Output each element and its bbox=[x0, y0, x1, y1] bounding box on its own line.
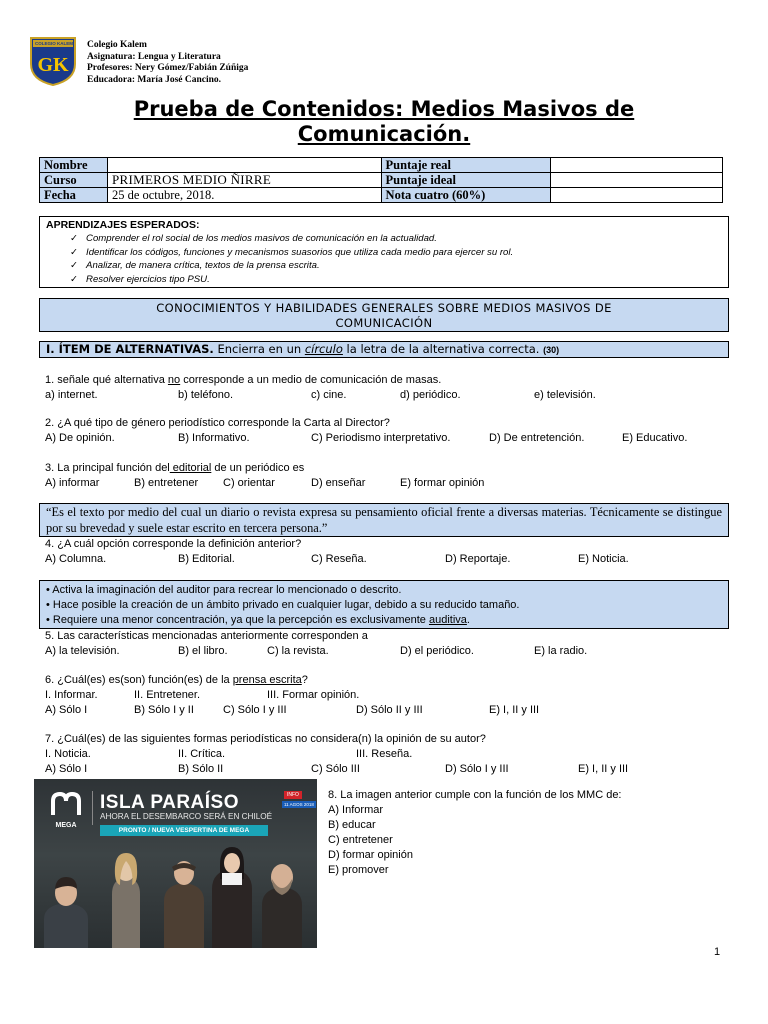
item-header: I. ÍTEM DE ALTERNATIVAS. Encierra en un círculo la letra de la alternativa correcta. (30) bbox=[39, 341, 729, 358]
teachers-line: Profesores: Nery Gómez/Fabián Zúñiga bbox=[87, 63, 249, 73]
page-number: 1 bbox=[714, 946, 721, 958]
question-2: 2. ¿A qué tipo de género periodístico corresponde la Carta al Director? bbox=[45, 417, 390, 429]
q1-option[interactable]: a) internet. bbox=[45, 389, 98, 401]
q7-option[interactable]: C) Sólo III bbox=[311, 763, 360, 775]
q1-option[interactable]: d) periódico. bbox=[400, 389, 461, 401]
q1-option[interactable]: e) televisión. bbox=[534, 389, 596, 401]
q2-option[interactable]: B) Informativo. bbox=[178, 432, 250, 444]
poster-title: ISLA PARAÍSO bbox=[100, 792, 240, 813]
q8-option[interactable]: A) Informar bbox=[328, 804, 384, 816]
question-5: 5. Las características mencionadas anteriormente corresponden a bbox=[45, 630, 368, 642]
q2-option[interactable]: A) De opinión. bbox=[45, 432, 115, 444]
characteristic-item: • Requiere una menor concentración, ya que la percepción es exclusivamente auditiva. bbox=[46, 614, 470, 626]
question-7: 7. ¿Cuál(es) de las siguientes formas periodísticas no considera(n) la opinión de su autor? bbox=[45, 733, 486, 745]
q3-option[interactable]: D) enseñar bbox=[311, 477, 366, 489]
school-name: Colegio Kalem bbox=[87, 40, 147, 50]
q4-option[interactable]: A) Columna. bbox=[45, 553, 107, 565]
q7-option[interactable]: E) I, II y III bbox=[578, 763, 629, 775]
fecha-value: 25 de octubre, 2018. bbox=[107, 188, 381, 203]
student-info-table bbox=[39, 157, 723, 203]
question-4: 4. ¿A cuál opción corresponde la definición anterior? bbox=[45, 538, 302, 550]
q6-option[interactable]: A) Sólo I bbox=[45, 704, 88, 716]
question-6: 6. ¿Cuál(es) es(son) función(es) de la prensa escrita? bbox=[45, 674, 308, 686]
q5-option[interactable]: B) el libro. bbox=[178, 645, 228, 657]
q8-option[interactable]: E) promover bbox=[328, 864, 389, 876]
puntaje-ideal-field[interactable] bbox=[551, 173, 723, 188]
section-banner-line-1: CONOCIMIENTOS Y HABILIDADES GENERALES SOBRE MEDIOS MASIVOS DE bbox=[156, 301, 612, 315]
item-points: (30) bbox=[543, 345, 560, 355]
q2-option[interactable]: D) De entretención. bbox=[489, 432, 585, 444]
q5-option[interactable]: D) el periódico. bbox=[400, 645, 474, 657]
characteristic-item: • Activa la imaginación del auditor para recrear lo mencionado o descrito. bbox=[46, 584, 402, 596]
mega-logo-icon bbox=[46, 791, 86, 830]
q5-option[interactable]: C) la revista. bbox=[267, 645, 329, 657]
q1-option[interactable]: b) teléfono. bbox=[178, 389, 234, 401]
header-info bbox=[87, 40, 248, 86]
section-banner bbox=[39, 298, 729, 332]
puntaje-ideal-label: Puntaje ideal bbox=[381, 173, 551, 188]
definition-quote: “Es el texto por medio del cual un diario o revista expresa su pensamiento oficial frente a diversas materias. Técnicamente se distingue por su brevedad y suele estar escrito en tercera persona.” bbox=[39, 503, 729, 537]
nota-field[interactable] bbox=[551, 188, 723, 203]
q6-item: III. Formar opinión. bbox=[267, 689, 360, 701]
characteristic-item: • Hace posible la creación de un ámbito privado en cualquier lugar, debido a su reducido tamaño. bbox=[46, 599, 520, 611]
q2-option[interactable]: E) Educativo. bbox=[622, 432, 688, 444]
q7-item: I. Noticia. bbox=[45, 748, 91, 760]
poster-subtitle: AHORA EL DESEMBARCO SERÁ EN CHILOÉ bbox=[100, 812, 273, 821]
q6-option[interactable]: C) Sólo I y III bbox=[223, 704, 287, 716]
q3-option[interactable]: B) entretener bbox=[134, 477, 199, 489]
check-icon: ✓ bbox=[70, 273, 79, 285]
page-title bbox=[0, 97, 768, 147]
question-1: 1. señale qué alternativa no corresponde a un medio de comunicación de masas. bbox=[45, 374, 442, 386]
question-3: 3. La principal función del editorial de un periódico es bbox=[45, 462, 305, 474]
logo-text: COLEGIO KALEM bbox=[35, 41, 73, 46]
q3-option[interactable]: C) orientar bbox=[223, 477, 275, 489]
title-line-2: Comunicación. bbox=[297, 122, 471, 146]
q7-option[interactable]: A) Sólo I bbox=[45, 763, 88, 775]
q7-item: III. Reseña. bbox=[356, 748, 413, 760]
school-logo bbox=[29, 36, 77, 86]
q7-option[interactable]: B) Sólo II bbox=[178, 763, 224, 775]
poster-characters bbox=[34, 839, 317, 948]
q4-option[interactable]: B) Editorial. bbox=[178, 553, 235, 565]
characteristics-box bbox=[39, 580, 729, 629]
q7-item: II. Crítica. bbox=[178, 748, 226, 760]
q5-option[interactable]: E) la radio. bbox=[534, 645, 588, 657]
q7-option[interactable]: D) Sólo I y III bbox=[445, 763, 509, 775]
check-icon: ✓ bbox=[70, 260, 79, 272]
poster-date-badge: 11 AGOS 2018 bbox=[284, 802, 314, 807]
aprendizaje-item: ✓ Analizar, de manera crítica, textos de la prensa escrita. bbox=[70, 260, 320, 272]
check-icon: ✓ bbox=[70, 246, 79, 258]
fecha-label: Fecha bbox=[40, 188, 108, 203]
aprendizaje-item: ✓ Identificar los códigos, funciones y mecanismos suasorios que utiliza cada medio para ejercer su rol. bbox=[70, 246, 514, 258]
puntaje-real-field[interactable] bbox=[551, 158, 723, 173]
q8-option[interactable]: D) formar opinión bbox=[328, 849, 413, 861]
q1-option[interactable]: c) cine. bbox=[311, 389, 347, 401]
logo-letters: GK bbox=[37, 54, 69, 76]
aprendizajes-title: APRENDIZAJES ESPERADOS: bbox=[46, 219, 200, 231]
q6-item: II. Entretener. bbox=[134, 689, 201, 701]
curso-label: Curso bbox=[40, 173, 108, 188]
q8-option[interactable]: C) entretener bbox=[328, 834, 393, 846]
nombre-label: Nombre bbox=[40, 158, 108, 173]
aprendizajes-box bbox=[39, 216, 729, 288]
title-line-1: Prueba de Contenidos: Medios Masivos de bbox=[133, 97, 635, 121]
q5-option[interactable]: A) la televisión. bbox=[45, 645, 120, 657]
puntaje-real-label: Puntaje real bbox=[381, 158, 551, 173]
q2-option[interactable]: C) Periodismo interpretativo. bbox=[311, 432, 451, 444]
q4-option[interactable]: E) Noticia. bbox=[578, 553, 629, 565]
q6-option[interactable]: D) Sólo II y III bbox=[356, 704, 423, 716]
poster-badge: INFO bbox=[284, 791, 302, 799]
circle-word: círculo bbox=[304, 342, 343, 356]
q3-option[interactable]: E) formar opinión bbox=[400, 477, 485, 489]
nota-label: Nota cuatro (60%) bbox=[381, 188, 551, 203]
section-banner-line-2: COMUNICACIÓN bbox=[335, 316, 433, 330]
q4-option[interactable]: C) Reseña. bbox=[311, 553, 367, 565]
q6-option[interactable]: E) I, II y III bbox=[489, 704, 540, 716]
q4-option[interactable]: D) Reportaje. bbox=[445, 553, 511, 565]
curso-value: PRIMEROS MEDIO ÑIRRE bbox=[107, 173, 381, 188]
nombre-field[interactable] bbox=[107, 158, 381, 173]
tv-poster-image bbox=[34, 779, 317, 948]
educator-line: Educadora: María José Cancino. bbox=[87, 74, 222, 85]
item-header-title: I. ÍTEM DE ALTERNATIVAS. bbox=[46, 342, 214, 356]
q3-option[interactable]: A) informar bbox=[45, 477, 100, 489]
question-8: 8. La imagen anterior cumple con la función de los MMC de: bbox=[328, 789, 622, 801]
aprendizaje-item: ✓ Resolver ejercicios tipo PSU. bbox=[70, 273, 210, 285]
aprendizaje-item: ✓ Comprender el rol social de los medios masivos de comunicación en la actualidad. bbox=[70, 233, 437, 244]
check-icon: ✓ bbox=[70, 233, 79, 244]
mega-brand: MEGA bbox=[55, 822, 77, 829]
subject-line: Asignatura: Lengua y Literatura bbox=[87, 51, 221, 62]
q6-option[interactable]: B) Sólo I y II bbox=[134, 704, 194, 716]
q6-item: I. Informar. bbox=[45, 689, 98, 701]
q8-option[interactable]: B) educar bbox=[328, 819, 376, 831]
poster-strip: PRONTO / NUEVA VESPERTINA DE MEGA bbox=[100, 825, 268, 836]
